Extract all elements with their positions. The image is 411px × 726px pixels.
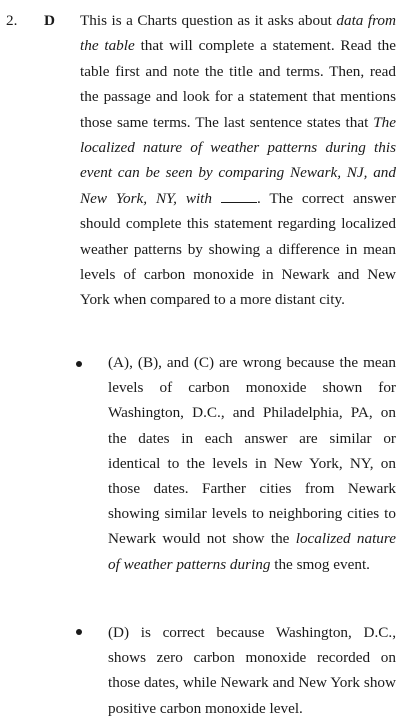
bullet-icon [76, 361, 84, 369]
bullet-1-text-b: the smog event. [270, 555, 370, 573]
bullet-item-1 [108, 350, 396, 577]
explanation-text-1: This is a Charts question as it asks about [80, 12, 337, 29]
question-number: 2. [6, 12, 18, 29]
bullet-2-text: (D) is correct because Washington, D.C., shows zero carbon monoxide recorded on those dates, while Newark and New York show positive carbon monoxide level. [108, 624, 396, 717]
bullet-item-2 [108, 620, 396, 721]
explanation-paragraph [80, 8, 396, 313]
answer-letter: D [44, 12, 55, 29]
explanation-text-2: that will complete a statement. Read the table first and note the title and terms. Then, read the passage and look for a statement that mentions those same terms. The last sentence states that [80, 37, 397, 131]
answer-blank [221, 188, 257, 203]
explanation-italic-2: The localized nature of weather patterns during this event can be seen by comparing Newark, NJ, and New York, NY, with [80, 113, 396, 207]
bullet-1-text-a: (A), (B), and (C) are wrong because the mean levels of carbon monoxide shown for Washington, D.C., and Philadelphia, PA, on the dates in each answer are similar or identical to the levels in New York, NY, on those dates. Farther cities from Newark showing similar levels to neighboring cities to Newark would not show the [108, 354, 396, 548]
explanation-text-3: . The correct answer should complete this statement regarding localized weather patterns by showing a difference in mean levels of carbon monoxide in Newark and New York when compared to a more distant city. [80, 189, 396, 309]
explanation-italic-1: data from the table [80, 12, 396, 55]
bullet-icon [76, 629, 84, 637]
bullet-1-italic: localized nature of weather patterns during [108, 530, 396, 573]
